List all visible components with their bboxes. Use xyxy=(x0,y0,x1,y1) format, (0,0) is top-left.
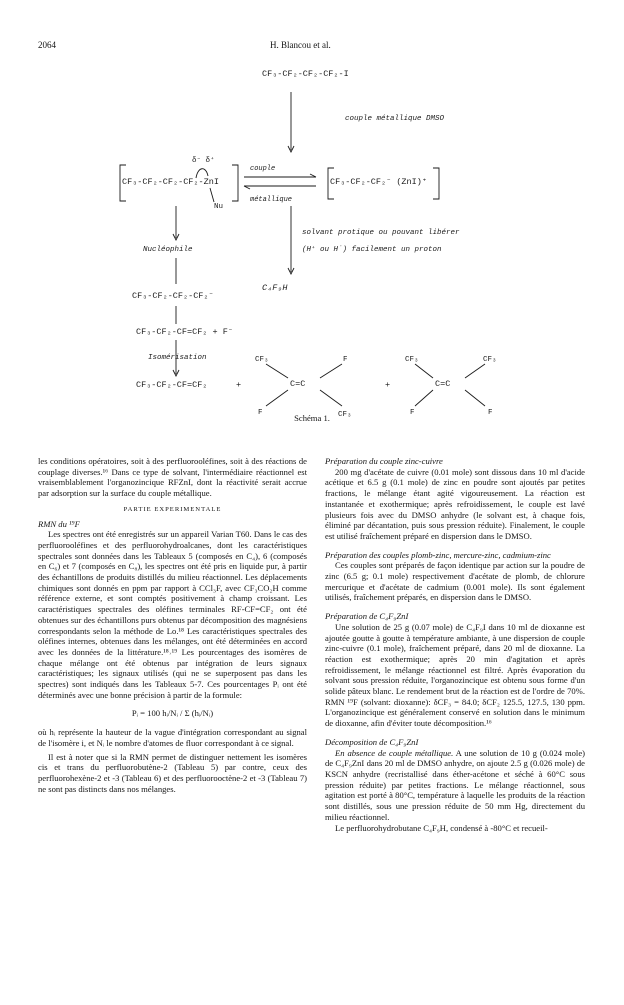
scheme-product-c4f9h: C₄F₉H xyxy=(262,283,288,293)
alkene2-f-bottom-right: F xyxy=(488,409,493,417)
rc-paragraph-4 xyxy=(325,748,585,823)
bracket-left-close xyxy=(232,165,238,201)
rc-paragraph-3: Une solution de 25 g (0.07 mole) de C₄F₉I dans 10 ml de dioxanne est ajoutée goutte à goutte à température ambiante, à une dispersion de couple zinc-cuivre (0.1 mole), fraîchement préparé, dans 20 ml de dioxanne. La réaction est exothermique; après 20 min d'agitation et après refroidissement, le mélange réactionnel est filtré. Après évaporation du solvant sous pression réduite, l'organozincique est obtenu sous forme d'un solide pâteux blanc. Le rendement brut de la réaction est de l'ordre de 70%. RMN ¹⁹F (solvant: dioxanne): δCF₃ = 84.0; δCF₂ 125.5, 127.5, 130 ppm. L'organozincique est généralement conservé en solution dans le minimum de dioxanne, afin d'éviter toute décomposition.¹⁶ xyxy=(325,621,585,729)
scheme-eq-label-bottom: métallique xyxy=(250,196,293,204)
lc-paragraph-2: Les spectres ont été enregistrés sur un appareil Varian T60. Dans le cas des perfluorooléfines et des perfluorohydroalcanes, dont les caractéristiques spectrales sont données dans les Tableaux 5 (composés en C₄), 6 (composés en C₆) et 7 (composés en C₈), les spectres ont été pris en liquide pur, à partir des échantillons de produits distillés du milieu réactionnel. Les déplacements chimiques sont donnés en ppm par rapport à CCl₃F, avec CF₃CO₂H comme référence externe, et sont comptés positivement à champ croissant. Les caractéristiques spectrales des oléfines terminales RF-CF=CF₂ ont été obtenues sur des échantillons purs obtenus par décomposition des magnésiens correspondants selon la méthode de Lo.¹⁸ Les caractéristiques spectrales des oléfines internes, obtenues dans les mélanges, ont été déterminées en accord avec les données de la littérature.¹⁸˒¹⁹ Les pourcentages des isomères de chaque mélange ont été obtenus par intégration de leurs signaux caractéristiques; les signaux utilisés (qui ne se superposent pas dans les spectres) sont indiqués dans les Tableaux 5-7. Ces pourcentages Pᵢ ont été déterminés avec une bonne précision à partir de la formule: xyxy=(38,529,307,700)
scheme-olefin2: CF₃-CF₂-CF=CF₂ xyxy=(136,380,208,390)
alkene1-cf3-top: CF₃ xyxy=(255,356,269,364)
left-column xyxy=(38,456,307,794)
reaction-scheme xyxy=(0,0,624,420)
lc-paragraph-3: où hᵢ représente la hauteur de la vague d'intégration correspondant au signal de l'isomère i, et Nᵢ le nombre d'atomes de fluor correspondant à ce signal. xyxy=(38,727,307,748)
scheme-top-arrow-label: couple métallique DMSO xyxy=(345,115,445,123)
section-title: PARTIE EXPERIMENTALE xyxy=(123,505,222,513)
scheme-nu: Nu xyxy=(214,203,224,211)
page-number: 2064 xyxy=(38,40,56,50)
scheme-protic-label-1: solvant protique ou pouvant libérer xyxy=(302,229,460,237)
scheme-right-complex: CF₃-CF₂-CF₂⁻ (ZnI)⁺ xyxy=(330,177,427,187)
rc-heading-4: Décomposition de C₄F₉ZnI xyxy=(325,736,419,747)
alkene2-cf3-top-left: CF₃ xyxy=(405,356,419,364)
rc-heading-3: Préparation de C₄F₉ZnI xyxy=(325,611,409,622)
alkene1-cf3-bottom: CF₃ xyxy=(338,411,352,419)
alkene1-bond-bl xyxy=(266,390,288,406)
bracket-right-close xyxy=(433,168,439,199)
scheme-top-compound: CF₃-CF₂-CF₂-CF₂-I xyxy=(262,69,349,79)
rc-paragraph-1: 200 mg d'acétate de cuivre (0.01 mole) sont dissous dans 10 ml d'acide acétique et 6.5 g (0.1 mole) de zinc en poudre sont ajoutés par petites fractions, le mélange étant agité vigoureusement. La réaction est instantanée et exothermique; après refroidissement, le couple est lavé plusieurs fois avec du DMSO anhydre (le solvant est, à chaque fois, éliminé par décantation, puis sous pression réduite). Finalement, le couple est utilisé fraîchement préparé en dispersion dans le DMSO. xyxy=(325,466,585,541)
right-column xyxy=(325,456,585,833)
rc-heading-1: Préparation du couple zinc-cuivre xyxy=(325,456,443,466)
scheme-caption: Schéma 1. xyxy=(294,413,330,423)
alkene2-bond-br xyxy=(465,390,485,406)
lc-paragraph-4: Il est à noter que si la RMN permet de distinguer nettement les isomères cis et trans du perfluorobutène-2 (Tableau 5) par contre, ceux des perfluorohexène-2 et -3 (Tableau 6) et des perfluorooctène-2 et -3 (Tableau 7) ne sont pas distincts dans nos mélanges. xyxy=(38,751,307,794)
alkene2-center: C=C xyxy=(435,379,451,389)
alkene1-bond-tl xyxy=(266,364,288,378)
rc-paragraph-4-lead: En absence de couple métallique. xyxy=(335,747,454,758)
scheme-olefin: CF₃-CF₂-CF=CF₂ + F⁻ xyxy=(136,327,233,337)
scheme-nucleophile: Nucléophile xyxy=(143,246,193,254)
rc-paragraph-5: Le perfluorohydrobutane C₄F₉H, condensé à -80°C et recueil- xyxy=(335,822,548,833)
alkene2-bond-bl xyxy=(415,390,433,406)
rmn-heading: RMN du ¹⁹F xyxy=(38,518,80,529)
nu-bond xyxy=(210,188,214,202)
running-title: H. Blancou et al. xyxy=(270,40,331,50)
alkene2-bond-tl xyxy=(415,364,433,378)
alkene1-f-bottom: F xyxy=(258,409,263,417)
lc-paragraph-1: les conditions opératoires, soit à des perfluorooléfines, soit à des réactions de couplage diverses.¹⁶ Dans ce type de solvant, l'intermédiaire réactionnel est vraisemblablement l'organozincique RFZnI, dont la réactivité serait accrue par adsorption sur la surface du couple métallique. xyxy=(38,456,307,499)
rc-paragraph-4-body: A une solution de 10 g (0.024 mole) de C₄F₉ZnI dans 20 ml de DMSO anhydre, on ajoute 2.5 g (0.026 mole) de KSCN anhydre (recristallisé dans éther-acétone et séché à 60°C sous pression réduite) par petites fractions. Le mélange réactionnel, sous agitation est porté à 80°C, température à laquelle les produits de la réaction sont distillés, sous une pression réduite de 50 mm Hg, directement du milieu réactionnel. xyxy=(325,747,586,822)
rc-paragraph-2: Ces couples sont préparés de façon identique par action sur la poudre de zinc (6.5 g; 0.1 mole) respectivement d'acétate de plomb, de chlorure mercurique et d'acétate de cadmium (0.001 mole). Ils sont également utilisés, fraîchement préparés, en dispersion dans le DMSO. xyxy=(325,560,585,603)
rc-heading-2: Préparation des couples plomb-zinc, mercure-zinc, cadmium-zinc xyxy=(325,549,551,560)
scheme-left-complex: CF₃-CF₂-CF₂-CF₂-ZnI xyxy=(122,177,219,187)
scheme-charges: δ⁻ δ⁺ xyxy=(192,157,215,165)
alkene2-bond-tr xyxy=(465,364,485,378)
scheme-protic-label-2: (H⁺ ou H˙) facilement un proton xyxy=(302,246,442,254)
alkene1-f-top: F xyxy=(343,356,348,364)
alkene1-bond-br xyxy=(320,390,342,406)
scheme-plus-1: + xyxy=(236,380,242,390)
scheme-isomerisation: Isomérisation xyxy=(148,354,207,362)
alkene1-bond-tr xyxy=(320,364,342,378)
alkene2-cf3-top-right: CF₃ xyxy=(483,356,497,364)
scheme-anion: CF₃-CF₂-CF₂-CF₂⁻ xyxy=(132,291,214,301)
formula: Pᵢ = 100 hᵢ/Nᵢ / Σ (hᵢ/Nᵢ) xyxy=(131,708,214,719)
scheme-eq-label-top: couple xyxy=(250,165,276,173)
alkene2-f-bottom-left: F xyxy=(410,409,415,417)
scheme-plus-2: + xyxy=(385,380,391,390)
alkene1-center: C=C xyxy=(290,379,306,389)
